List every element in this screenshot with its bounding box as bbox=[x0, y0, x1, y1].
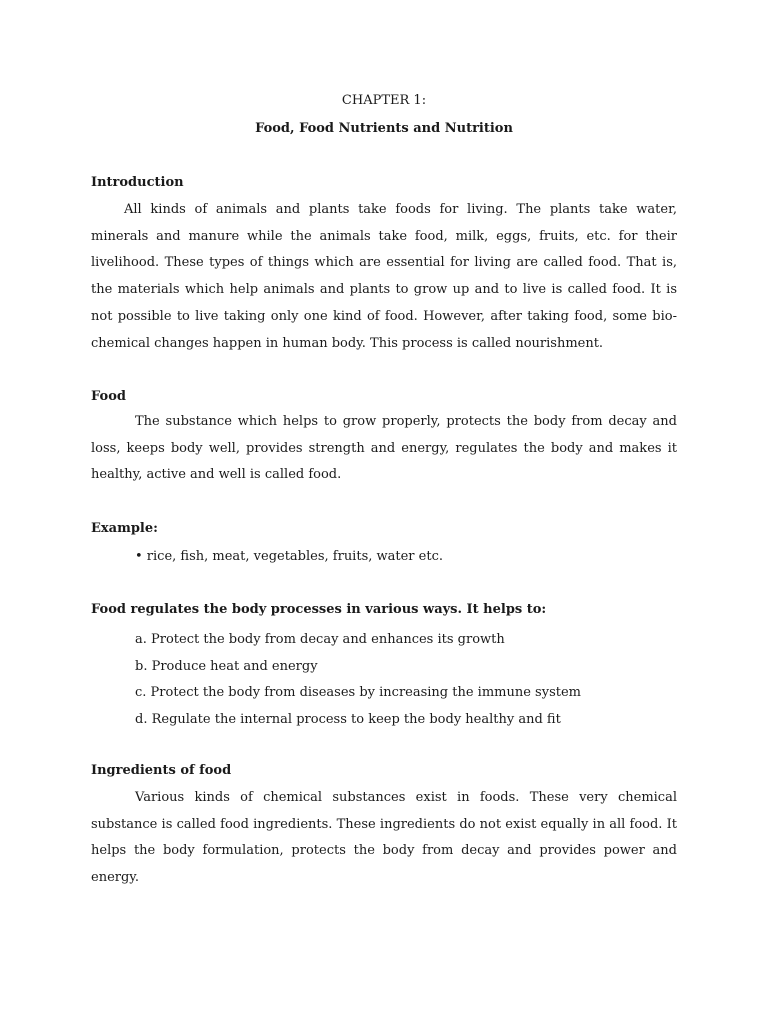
list-item: d. Regulate the internal process to keep the body healthy and fit bbox=[135, 712, 561, 728]
list-item: a. Protect the body from decay and enhances its growth bbox=[135, 632, 505, 647]
chapter-subtitle: Food, Food Nutrients and Nutrition bbox=[255, 121, 513, 136]
food-paragraph: The substance which helps to grow properly, protects the body from decay and loss, keeps body well, provides strength and energy, regulates the body and makes it healthy, active and well is called food. bbox=[91, 414, 677, 483]
introduction-paragraph: All kinds of animals and plants take foods for living. The plants take water, minerals and manure while the animals take food, milk, eggs, fruits, etc. for their livelihood. These types of things which are essential for living are called food. That is, the materials which help animals and plants to grow up and to live is called food. It is not possible to live taking only one kind of food. However, after taking food, some bio- chemical changes happen in human body. This process is called nourishment. bbox=[91, 202, 677, 351]
example-item: • rice, fish, meat, vegetables, fruits, water etc. bbox=[135, 549, 443, 564]
ingredients-heading: Ingredients of food bbox=[91, 763, 232, 778]
regulates-list bbox=[135, 627, 581, 734]
food-heading: Food bbox=[91, 389, 126, 404]
example-heading: Example: bbox=[91, 521, 158, 536]
list-item: b. Produce heat and energy bbox=[135, 658, 318, 674]
introduction-heading: Introduction bbox=[91, 175, 184, 190]
regulates-heading: Food regulates the body processes in various ways. It helps to: bbox=[91, 602, 547, 617]
list-item: c. Protect the body from diseases by increasing the immune system bbox=[135, 685, 581, 701]
chapter-title: CHAPTER 1: bbox=[341, 93, 427, 108]
ingredients-paragraph: Various kinds of chemical substances exist in foods. These very chemical substance is called food ingredients. These ingredients do not exist equally in all food. It helps the body formulation, protects the body from decay and provides power and energy. bbox=[91, 790, 677, 886]
